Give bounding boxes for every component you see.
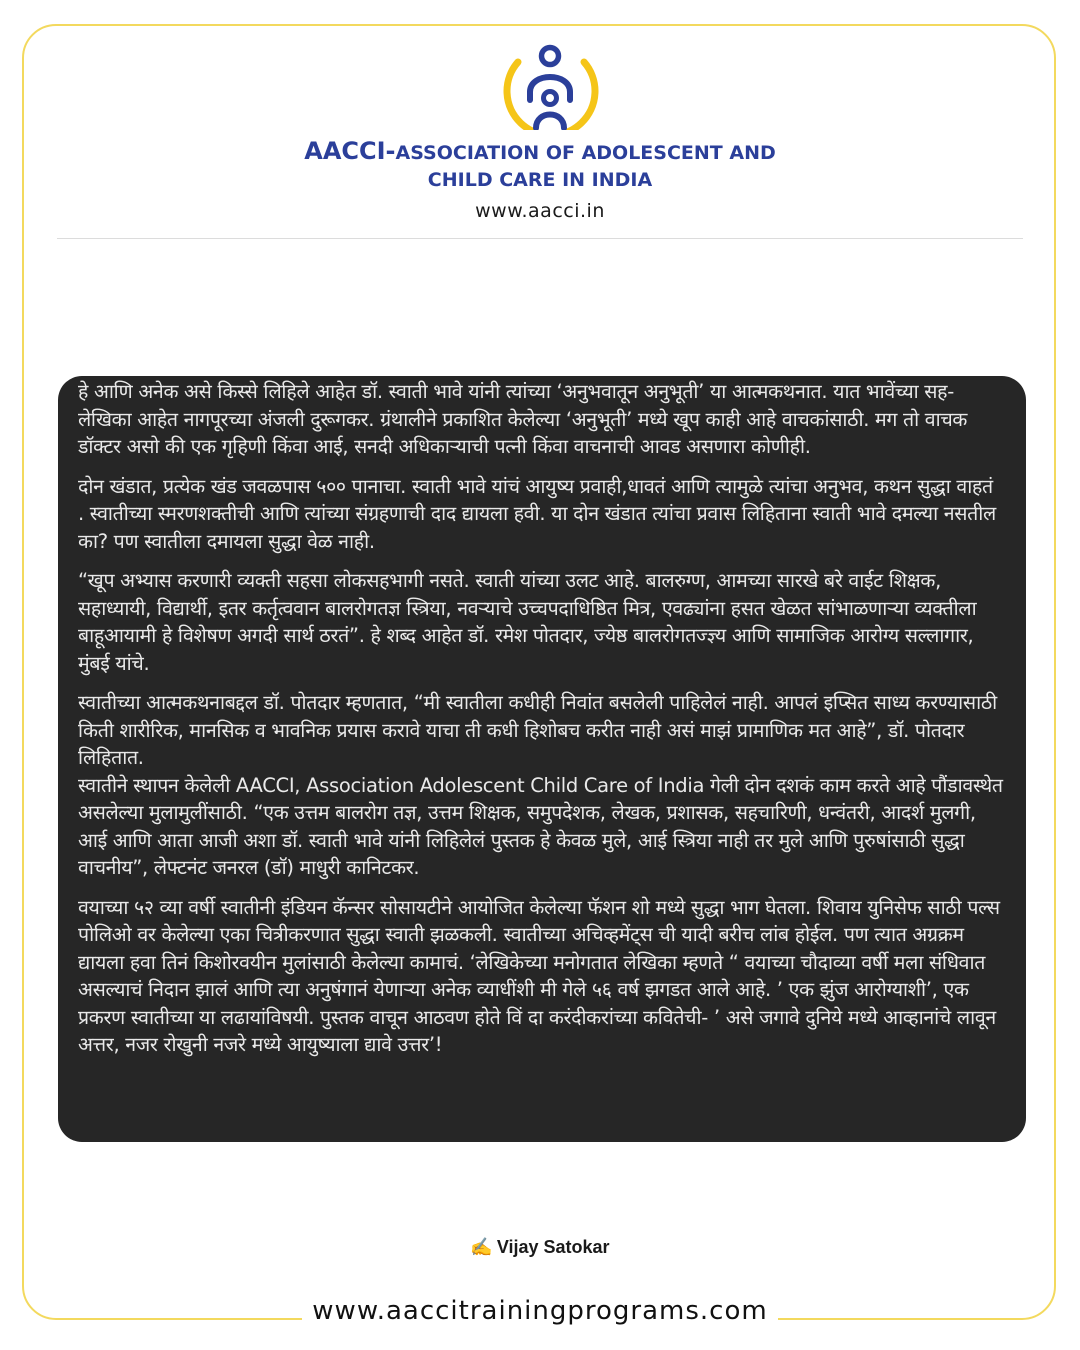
article-paragraph-4: स्वातीच्या आत्मकथनाबद्दल डॉ. पोतदार म्हणतात, “मी स्वातीला कधीही निवांत बसलेली पाहिलेलं नाही. आपलं इप्सित साध्य करण्यासाठी किती शारीरिक, मानसिक व भावनिक प्रयास करावे याचा ती कधी हिशोबच करीत नाही असं माझं प्रामाणिक मत आहे”, डॉ. पोतदार लिहितात.	[78, 691, 997, 769]
header-divider	[57, 238, 1023, 239]
article-paragraph-3: “खूप अभ्यास करणारी व्यक्ती सहसा लोकसहभागी नसते. स्वाती यांच्या उलट आहे. बालरुग्ण, आमच्या सारखे बरे वाईट शिक्षक, सहाध्यायी, विद्यार्थी, इतर कर्तृत्ववान बालरोगतज्ञ स्त्रिया, नवऱ्याचे उच्चपदाधिष्ठित मित्र, एवढ्यांना हसत खेळत सांभाळणाऱ्या व्यक्तीला बाहूआयामी हे विशेषण अगदी सार्थ ठरतं”. हे शब्द आहेत डॉ. रमेश पोतदार, ज्येष्ठ बालरोगतज्ज्ञ्य आणि सामाजिक आरोग्य सल्लागार, मुंबई यांचे.	[78, 569, 977, 675]
footer-website-link[interactable]: www.aaccitrainingprograms.com	[302, 1296, 777, 1326]
article-paragraph-2: दोन खंडात, प्रत्येक खंड जवळपास ५०० पानाचा. स्वाती भावे यांचं आयुष्य प्रवाही,धावतं आणि त्यामुळे त्यांचा अनुभव, कथन सुद्धा वाहतं . स्वातीच्या स्मरणशक्तीची आणि त्यांच्या संग्रहणाची दाद द्यायला हवी. या दोन खंडात त्यांचा प्रवास लिहिताना स्वाती भावे दमल्या नसतील का? पण स्वातीला दमायला सुद्धा वेळ नाही.	[78, 474, 996, 553]
author-name: Vijay Satokar	[496, 1237, 610, 1257]
org-name-line-1	[0, 137, 1080, 165]
org-name-part: ASSOCIATION OF ADOLESCENT AND	[395, 142, 776, 164]
org-acronym: AACCI-	[304, 137, 396, 165]
writing-hand-icon: ✍	[470, 1237, 493, 1257]
footer	[0, 1296, 1080, 1326]
article-paragraph-5: स्वातीने स्थापन केलेली AACCI, Association Adolescent Child Care of India गेली दोन दशकं काम करते आहे पौंडावस्थेत असलेल्या मुलामुलींसाठी. “एक उत्तम बालरोग तज्ञ, उत्तम शिक्षक, समुपदेशक, लेखक, प्रशासक, सहचारिणी, धन्वंतरी, आदर्श मुलगी, आई आणि आता आजी अशा डॉ. स्वाती भावे यांनी लिहिलेलं पुस्तक हे केवळ मुले, आई स्त्रिया नाही तर मुले आणि पुरुषांसाठी सुद्धा वाचनीय”, लेफ्टनंट जनरल (डॉ) माधुरी कानिटकर.	[78, 773, 1003, 879]
article-paragraph-1: हे आणि अनेक असे किस्से लिहिले आहेत डॉ. स्वाती भावे यांनी त्यांच्या ‘अनुभवातून अनुभूती’ या आत्मकथनात. यात भावेंच्या सह-लेखिका आहेत नागपूरच्या अंजली दुरूगकर. ग्रंथालीने प्रकाशित केलेल्या ‘अनुभूती’ मध्ये खूप काही आहे वाचकांसाठी. मग तो वाचक डॉक्टर असो की एक गृहिणी किंवा आई, सनदी अधिकाऱ्याची पत्नी किंवा वाचनाची आवड असणारा कोणीही.	[78, 380, 968, 458]
header-website-link[interactable]: www.aacci.in	[475, 200, 605, 222]
author-credit	[0, 1237, 1080, 1258]
aacci-logo	[496, 38, 604, 130]
article-card	[58, 376, 1026, 1142]
article-paragraph-6: वयाच्या ५२ व्या वर्षी स्वातीनी इंडियन कॅन्सर सोसायटीने आयोजित केलेल्या फॅशन शो मध्ये सुद्धा भाग घेतला. शिवाय युनिसेफ साठी पल्स पोलिओ वर केलेल्या एका चित्रीकरणात सुद्धा स्वाती झळकली. स्वातीच्या अचिव्हमेंट्स ची यादी बरीच लांब होईल. पण त्यात अग्रक्रम द्यायला हवा तिनं किशोरवयीन मुलांसाठी केलेल्या कामाचं. ‘लेखिकेच्या मनोगतात लेखिका म्हणते “ वयाच्या चौदाव्या वर्षी मला संधिवात असल्याचं निदान झालं आणि त्या अनुषंगानं येणाऱ्या अनेक व्याधींशी मी गेले ५६ वर्ष झगडत आले आहे. ’ एक झुंज आरोग्याशी’, एक प्रकरण स्वातीच्या या लढायांविषयी. पुस्तक वाचून आठवण होते विं दा करंदीकरांच्या कवितेची- ’ असे जगावे दुनिये मध्ये आव्हानांचे लावून अत्तर, नजर रोखुनी नजरे मध्ये आयुष्याला द्यावे उत्तर’!	[78, 895, 1000, 1056]
org-name-line-2: CHILD CARE IN INDIA	[427, 169, 653, 191]
